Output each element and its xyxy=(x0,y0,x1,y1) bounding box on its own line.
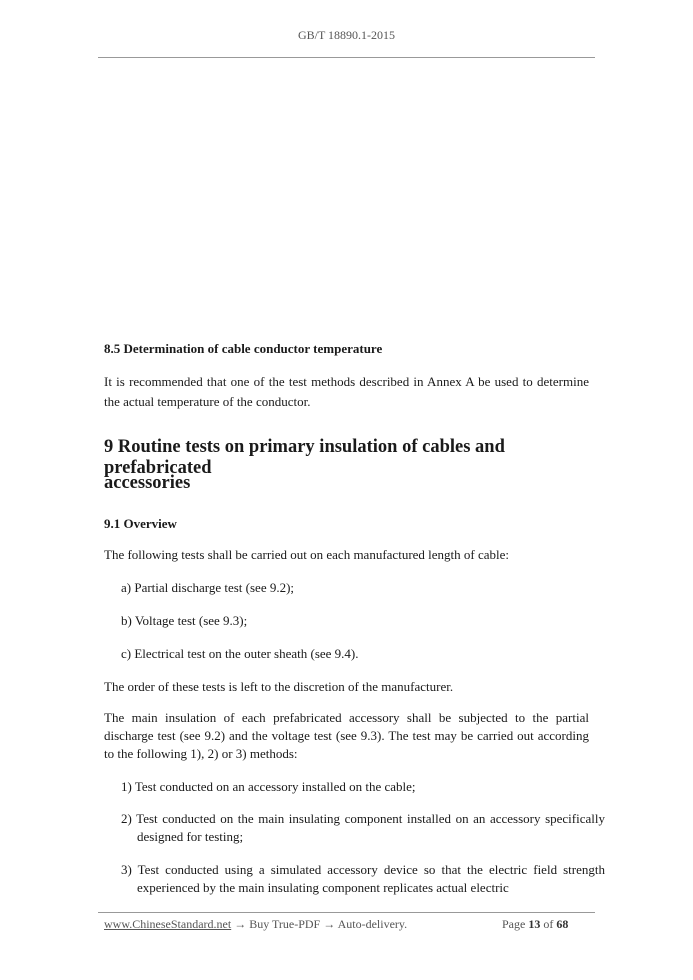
section-8-5-body: It is recommended that one of the test methods described in Annex A be used to determine the actual temperature of the conductor. xyxy=(104,374,589,409)
section-9-1-intro: The following tests shall be carried out on each manufactured length of cable: xyxy=(104,547,510,562)
method-2: 2) Test conducted on the main insulating component installed on an accessory specifically designed for testing; xyxy=(121,811,605,844)
buy-pdf-link[interactable]: Buy True-PDF xyxy=(249,917,321,931)
header-divider xyxy=(98,57,595,58)
order-paragraph: The order of these tests is left to the discretion of the manufacturer. xyxy=(104,679,454,694)
arrow-icon: → xyxy=(234,917,247,931)
footer-links xyxy=(104,917,407,932)
section-8-5-heading: 8.5 Determination of cable conductor temperature xyxy=(104,341,383,356)
arrow-icon: → xyxy=(323,917,336,931)
site-link[interactable]: www.ChineseStandard.net xyxy=(104,917,232,931)
accessory-paragraph: The main insulation of each prefabricated accessory shall be subjected to the partial discharge test (see 9.2) and the voltage test (see 9.3). The test may be carried out according to the following 1), 2) or 3) methods: xyxy=(104,710,589,761)
footer-divider xyxy=(98,912,595,913)
section-9-1-heading: 9.1 Overview xyxy=(104,516,177,531)
section-9-heading-line2: accessories xyxy=(104,473,191,493)
page-label: Page xyxy=(502,917,526,931)
page-header: GB/T 18890.1-2015 xyxy=(297,28,396,42)
list-item-a: a) Partial discharge test (see 9.2); xyxy=(121,580,295,595)
page-total: 68 xyxy=(556,917,569,931)
list-item-b: b) Voltage test (see 9.3); xyxy=(121,613,248,628)
page-current: 13 xyxy=(528,917,541,931)
delivery-text: Auto-delivery. xyxy=(337,917,408,931)
method-1: 1) Test conducted on an accessory installed on the cable; xyxy=(121,779,416,794)
list-item-c: c) Electrical test on the outer sheath (see 9.4). xyxy=(121,646,359,661)
section-9-heading-line1: 9 Routine tests on primary insulation of cables and prefabricated xyxy=(104,437,505,478)
method-3: 3) Test conducted using a simulated accessory device so that the electric field strength experienced by the main insulating component replicates actual electric xyxy=(121,862,605,895)
page-of: of xyxy=(543,917,554,931)
page-indicator xyxy=(502,917,568,932)
